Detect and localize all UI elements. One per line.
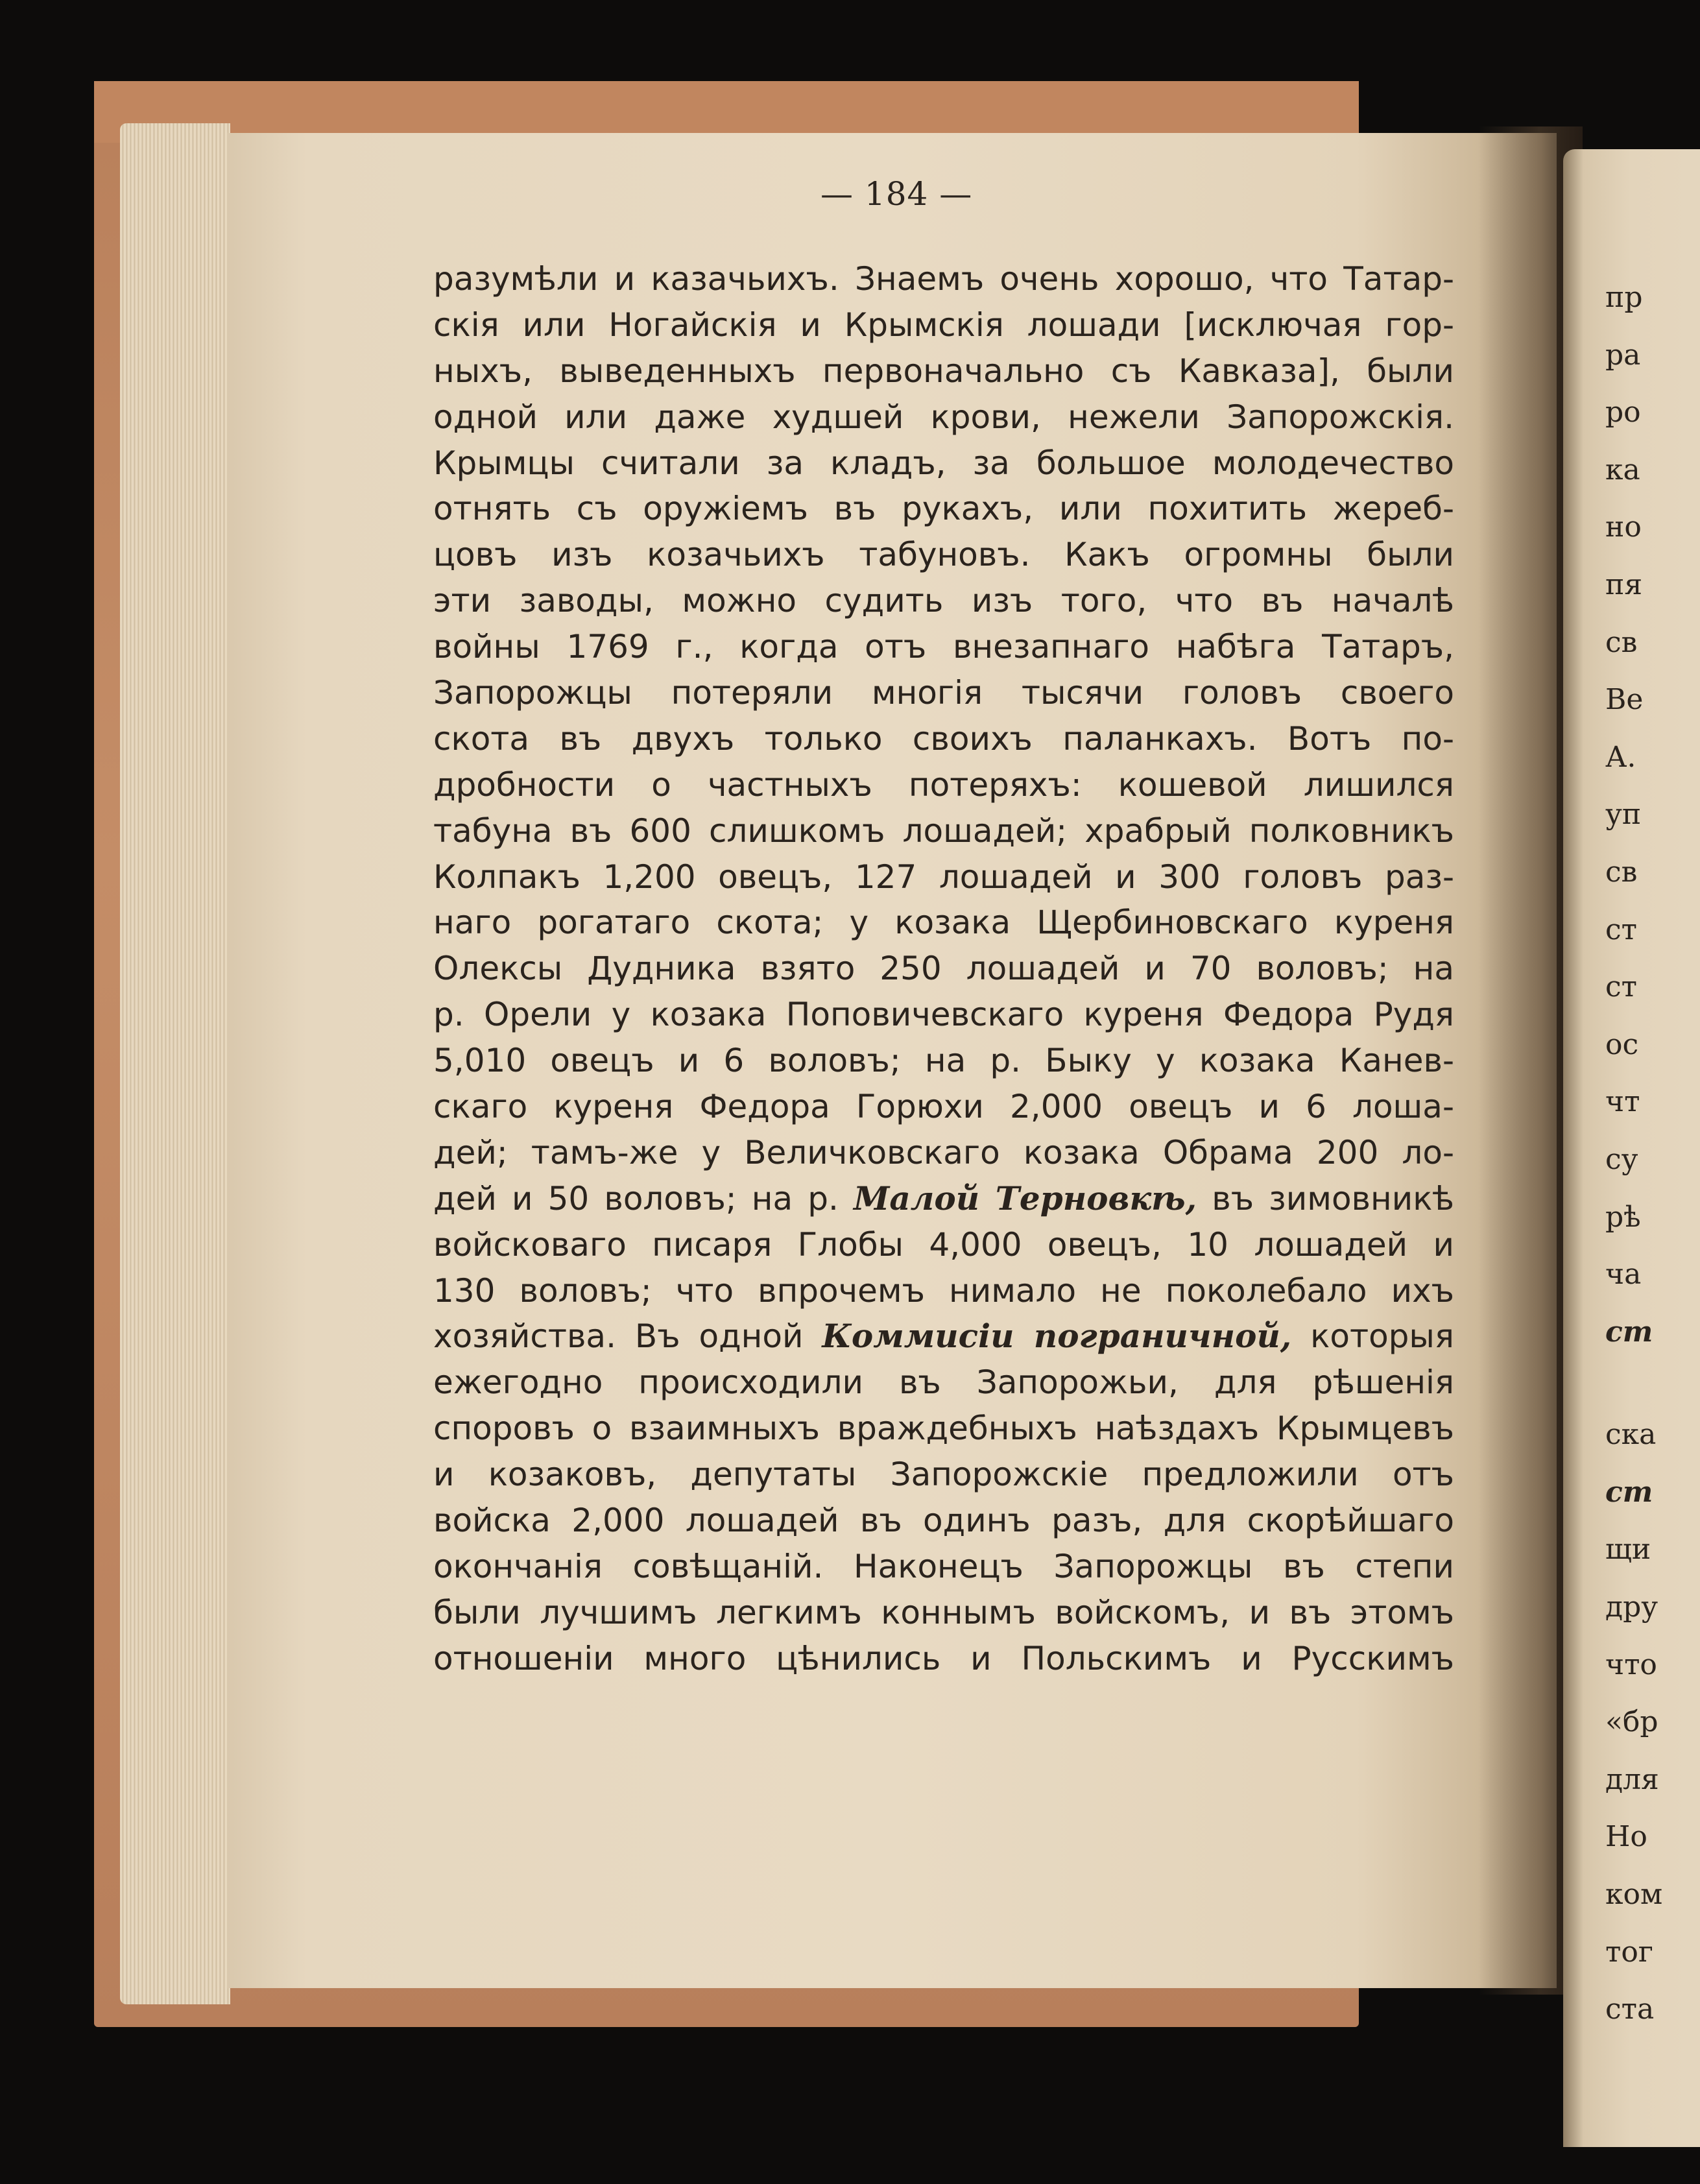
- text-segment: отношеніи много цѣнились и Польскимъ и Русскимъ: [433, 1639, 1454, 1677]
- text-line: [433, 716, 1454, 762]
- right-page-fragment: но: [1605, 510, 1642, 544]
- text-segment: эти заводы, можно судить изъ того, что въ началѣ: [433, 582, 1454, 620]
- right-page-fragment: ча: [1605, 1258, 1642, 1291]
- text-line: [433, 762, 1454, 808]
- right-page-fragment: для: [1605, 1762, 1659, 1796]
- right-page-fragment: Но: [1605, 1820, 1647, 1854]
- text-segment: отнять съ оружіемъ въ рукахъ, или похитить жереб-: [433, 490, 1454, 528]
- text-line: [433, 1636, 1454, 1682]
- right-page-fragment: ст: [1605, 970, 1637, 1004]
- right-page-fragment: ста: [1605, 1993, 1655, 2026]
- right-page-fragment: пя: [1605, 568, 1643, 601]
- text-line: [433, 1452, 1454, 1498]
- right-page-fragment: пр: [1605, 281, 1643, 314]
- text-line: [433, 992, 1454, 1038]
- text-segment: скаго куреня Федора Горюхи 2,000 овецъ и 6 лоша-: [433, 1088, 1454, 1126]
- right-page-fragment: св: [1605, 625, 1638, 659]
- right-page-text-fragments: [1605, 269, 1662, 2039]
- right-page-fragment: уп: [1605, 798, 1642, 832]
- text-segment: дробности о частныхъ потеряхъ: кошевой лишился: [433, 765, 1454, 804]
- text-line: [433, 348, 1454, 394]
- text-line: [433, 1590, 1454, 1636]
- text-line: [433, 1176, 1454, 1222]
- text-line: [433, 256, 1454, 302]
- right-page-fragment: рѣ: [1605, 1200, 1641, 1234]
- text-segment: споровъ о взаимныхъ враждебныхъ наѣздахъ Крымцевъ: [433, 1410, 1454, 1448]
- text-segment: окончанія совѣщаній. Наконецъ Запорожцы въ степи: [433, 1547, 1454, 1585]
- text-line: [433, 1130, 1454, 1176]
- text-segment: дей; тамъ-же у Величковскаго козака Обрама 200 ло-: [433, 1133, 1454, 1171]
- text-line: [433, 1406, 1454, 1452]
- text-line: [433, 302, 1454, 348]
- text-segment: Запорожцы потеряли многія тысячи головъ своего: [433, 674, 1454, 712]
- right-page-fragment: ска: [1605, 1418, 1657, 1452]
- text-segment: ежегодно происходили въ Запорожьи, для рѣшенія: [433, 1363, 1454, 1402]
- text-line: [433, 1544, 1454, 1590]
- text-segment: одной или даже худшей крови, нежели Запорожскія.: [433, 398, 1454, 436]
- right-page-fragment: ст: [1605, 1475, 1653, 1509]
- text-line: [433, 532, 1454, 578]
- text-segment: скота въ двухъ только своихъ паланкахъ. Вотъ по-: [433, 719, 1454, 758]
- text-segment: были лучшимъ легкимъ коннымъ войскомъ, и въ этомъ: [433, 1593, 1454, 1631]
- text-segment: цовъ изъ козачьихъ табуновъ. Какъ огромны были: [433, 536, 1454, 574]
- page-number: — 184 —: [820, 175, 973, 213]
- right-page-fragment: чт: [1605, 1085, 1640, 1119]
- text-segment: которыя: [1291, 1317, 1454, 1356]
- italic-term: Малой Терновкѣ,: [854, 1179, 1197, 1218]
- text-line: [433, 486, 1454, 532]
- text-line: [433, 624, 1454, 670]
- text-segment: дей и 50 воловъ; на р.: [433, 1179, 854, 1218]
- right-page-fragment: ра: [1605, 338, 1641, 372]
- text-segment: скія или Ногайскія и Крымскія лошади [исключая гор-: [433, 306, 1454, 344]
- text-line: [433, 394, 1454, 440]
- text-segment: Колпакъ 1,200 овецъ, 127 лошадей и 300 головъ раз-: [433, 858, 1454, 896]
- text-line: [433, 1268, 1454, 1314]
- text-line: [433, 854, 1454, 900]
- text-line: [433, 1084, 1454, 1130]
- text-line: [433, 578, 1454, 624]
- right-page-fragment: тог: [1605, 1935, 1653, 1969]
- text-segment: хозяйства. Въ одной: [433, 1317, 822, 1356]
- text-line: [433, 1360, 1454, 1406]
- right-page-fragment: щи: [1605, 1533, 1651, 1566]
- text-segment: Олексы Дудника взято 250 лошадей и 70 воловъ; на: [433, 950, 1454, 988]
- text-line: [433, 670, 1454, 716]
- text-line: [433, 1222, 1454, 1268]
- text-segment: войска 2,000 лошадей въ одинъ разъ, для скорѣйшаго: [433, 1502, 1454, 1540]
- text-segment: разумѣли и казачьихъ. Знаемъ очень хорошо, что Татар-: [433, 260, 1454, 298]
- text-line: [433, 900, 1454, 946]
- text-segment: Крымцы считали за кладъ, за большое молодечество: [433, 444, 1454, 482]
- text-segment: 130 воловъ; что впрочемъ нимало не поколебало ихъ: [433, 1271, 1454, 1310]
- text-segment: войсковаго писаря Глобы 4,000 овецъ, 10 лошадей и: [433, 1225, 1454, 1264]
- text-segment: въ зимовникѣ: [1197, 1179, 1454, 1218]
- text-segment: 5,010 овецъ и 6 воловъ; на р. Быку у козака Канев-: [433, 1042, 1454, 1080]
- right-page-fragment: дру: [1605, 1590, 1658, 1624]
- italic-term: Коммисіи пограничной,: [822, 1317, 1292, 1356]
- text-segment: наго рогатаго скота; у козака Щербиновскаго куреня: [433, 904, 1454, 942]
- right-page-fragment: св: [1605, 855, 1638, 889]
- right-page-fragment: «бр: [1605, 1705, 1658, 1739]
- text-line: [433, 1498, 1454, 1544]
- text-line: [433, 808, 1454, 854]
- right-page-fragment: ст: [1605, 1315, 1653, 1349]
- text-segment: р. Орели у козака Поповичевскаго куреня Федора Рудя: [433, 996, 1454, 1034]
- right-page-fragment: ст: [1605, 913, 1637, 946]
- text-line: [433, 946, 1454, 992]
- text-line: [433, 1038, 1454, 1084]
- text-segment: и козаковъ, депутаты Запорожскіе предложили отъ: [433, 1456, 1454, 1494]
- right-page-fragment: ка: [1605, 453, 1640, 486]
- right-page-fragment: А.: [1605, 740, 1636, 774]
- text-line: [433, 1314, 1454, 1360]
- text-segment: ныхъ, выведенныхъ первоначально съ Кавказа], были: [433, 352, 1454, 390]
- right-page-fragment: Ве: [1605, 683, 1644, 717]
- page-edges: [120, 123, 230, 2004]
- right-page-fragment: ос: [1605, 1027, 1639, 1061]
- text-segment: табуна въ 600 слишкомъ лошадей; храбрый полковникъ: [433, 811, 1454, 850]
- right-page-fragment: су: [1605, 1142, 1638, 1176]
- text-segment: войны 1769 г., когда отъ внезапнаго набѣга Татаръ,: [433, 628, 1454, 666]
- right-page-fragment: ро: [1605, 396, 1641, 429]
- right-page-fragment: что: [1605, 1648, 1657, 1681]
- page-body-text: [433, 256, 1454, 1682]
- right-page-fragment: ком: [1605, 1878, 1663, 1912]
- text-line: [433, 440, 1454, 486]
